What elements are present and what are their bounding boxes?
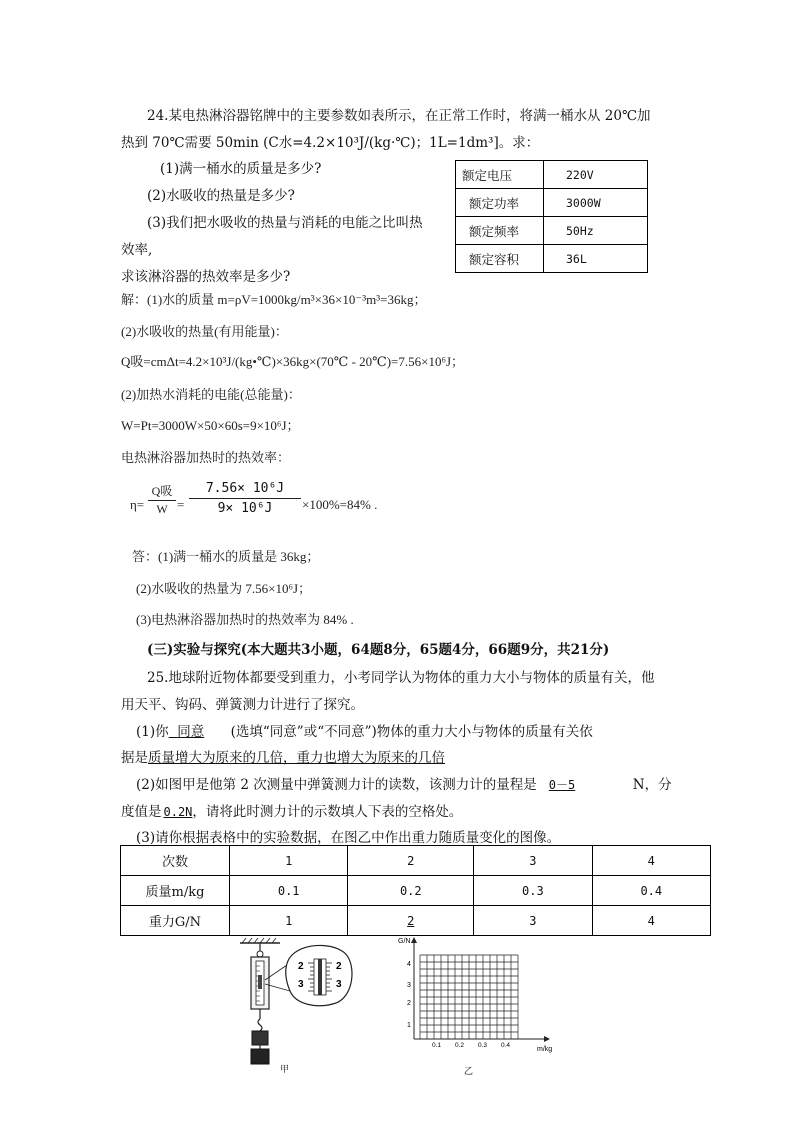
- table-cell: [348, 906, 474, 936]
- q25-part1-answer-text: 同意: [177, 724, 205, 740]
- spec-row: [456, 189, 648, 217]
- spec-value: 3000W: [544, 189, 648, 217]
- x-tick-label: 0.3: [478, 1042, 488, 1049]
- y-tick-label: 1: [407, 1022, 411, 1029]
- solution-line5: W=Pt=3000W×50×60s=9×10⁶J；: [121, 418, 300, 433]
- fraction-2-numerator: 7.56× 10⁶J: [189, 481, 301, 499]
- answer-line2: (2)水吸收的热量为 7.56×10⁶J；: [136, 581, 312, 596]
- spec-value: 220V: [544, 161, 648, 189]
- spec-table: [455, 160, 648, 273]
- table-cell: 3: [474, 846, 592, 876]
- x-tick-label: 0.4: [501, 1042, 511, 1049]
- q25-part1b-prefix: 据是: [121, 750, 148, 766]
- spec-row: [456, 161, 648, 189]
- figure-yi-grid: [392, 935, 562, 1075]
- table-cell: 0.1: [230, 876, 348, 906]
- table-cell: 2: [348, 846, 474, 876]
- figure-jia-caption: 甲: [280, 1065, 290, 1075]
- table-cell: 3: [474, 906, 592, 936]
- equals-sign: =: [177, 497, 185, 512]
- q25-part2-unit: N，分: [632, 777, 672, 793]
- spec-value: 36L: [544, 245, 648, 273]
- table-cell: 4: [592, 846, 710, 876]
- q25-part2-prefix: (2)如图甲是他第 2 次测量中弹簧测力计的读数，该测力计的量程是: [136, 777, 537, 793]
- x-tick-label: 0.1: [432, 1042, 442, 1049]
- spec-value: 50Hz: [544, 217, 648, 245]
- q24-sub3a: (3)我们把水吸收的热量与消耗的电能之比叫热: [147, 215, 423, 231]
- zoom-label: 2: [298, 961, 304, 972]
- zoom-label: 2: [336, 961, 342, 972]
- table-row: [121, 846, 711, 876]
- fraction-1-numerator: Q吸: [148, 482, 176, 501]
- x-tick-label: 0.2: [455, 1042, 465, 1049]
- spec-label: 额定功率: [456, 189, 544, 217]
- spec-label: 额定电压: [456, 161, 544, 189]
- table-cell: 0.4: [592, 876, 710, 906]
- zoom-label: 3: [336, 979, 342, 990]
- q25-part1: [136, 720, 593, 740]
- q25-part2: [136, 773, 672, 793]
- y-tick-label: 3: [407, 982, 411, 989]
- spec-label: 额定容积: [456, 245, 544, 273]
- solution-line2: (2)水吸收的热量(有用能量)：: [121, 324, 288, 339]
- q25-part2b: [121, 800, 462, 820]
- solution-line4: (2)加热水消耗的电能(总能量)：: [121, 387, 301, 402]
- q25-line1: 25.地球附近物体都要受到重力，小考同学认为物体的重力大小与物体的质量有关，他: [147, 670, 655, 686]
- table-cell: 0.3: [474, 876, 592, 906]
- q24-line2: 热到 70℃需要 50min (C水=4.2×10³J/(kg·℃)；1L=1dm³]。求：: [121, 135, 540, 151]
- spec-row: [456, 217, 648, 245]
- q25-part1b: [121, 746, 510, 766]
- solution-line6: 电热淋浴器加热时的热效率：: [121, 450, 291, 465]
- q24-sub3c: 求该淋浴器的热效率是多少?: [121, 269, 291, 285]
- table-cell: 0.2: [348, 876, 474, 906]
- q25-part2b-post: ，请将此时测力计的示数填人下表的空格处。: [192, 804, 463, 820]
- section-heading: (三)实验与探究(本大题共3小题，64题8分，65题4分，66题9分，共21分): [147, 642, 610, 658]
- y-axis-label: G/N: [398, 938, 411, 945]
- eta-symbol: η=: [130, 497, 145, 512]
- q24-sub1: (1)满一桶水的质量是多少?: [160, 161, 322, 177]
- answer-line1: 答：(1)满一桶水的质量是 36kg；: [132, 549, 320, 564]
- data-table: [120, 845, 711, 936]
- q24-sub2: (2)水吸收的热量是多少?: [147, 188, 295, 204]
- table-cell: 1: [230, 906, 348, 936]
- q25-part2b-prefix: 度值是: [121, 804, 162, 820]
- y-tick-label: 2: [407, 1000, 411, 1007]
- q25-part3: (3)请你根据表格中的实验数据，在图乙中作出重力随质量变化的图像。: [136, 830, 561, 846]
- answer-line3: (3)电热淋浴器加热时的热效率为 84% .: [136, 612, 354, 627]
- fraction-1: [148, 482, 176, 517]
- table-header: 质量m/kg: [121, 876, 230, 906]
- x-axis-label: m/kg: [537, 1046, 553, 1053]
- q25-part1-mid: (选填“同意”或“不同意”)物体的重力大小与物体的质量有关依: [230, 724, 593, 740]
- figure-yi-caption: 乙: [464, 1067, 474, 1077]
- solution-line3: Q吸=cmΔt=4.2×10³J/(kg•℃)×36kg×(70℃ - 20℃)=7.56×10⁶J；: [121, 354, 465, 369]
- zoom-label: 3: [298, 979, 304, 990]
- table-cell: 1: [230, 846, 348, 876]
- table-header: 次数: [121, 846, 230, 876]
- table-row: [121, 876, 711, 906]
- q25-part1-answer: [169, 720, 231, 740]
- q24-line1: 24.某电热淋浴器铭牌中的主要参数如表所示，在正常工作时，将满一桶水从 20℃加: [147, 108, 651, 124]
- q25-part2b-answer: 0.2N: [163, 805, 193, 819]
- figure-jia-spring-scale: [236, 935, 356, 1075]
- spec-row: [456, 245, 648, 273]
- answer-blank: 2: [407, 913, 415, 928]
- table-header: 重力G/N: [121, 906, 230, 936]
- fraction-2-denominator: 9× 10⁶J: [217, 501, 273, 516]
- q25-part1b-answer: 质量增大为原来的几倍，重力也增大为原来的几倍: [148, 750, 445, 766]
- table-row: [121, 906, 711, 936]
- q25-line2: 用天平、钩码、弹簧测力计进行了探究。: [121, 697, 364, 713]
- fraction-1-denominator: W: [156, 502, 168, 516]
- q25-part1-prefix: (1)你: [136, 724, 169, 740]
- solution-line1: 解：(1)水的质量 m=ρV=1000kg/m³×36×10⁻³m³=36kg；: [121, 292, 427, 307]
- q24-sub3b: 效率,: [121, 242, 153, 258]
- spec-label: 额定频率: [456, 217, 544, 245]
- fraction-2: [189, 481, 301, 516]
- table-cell: 4: [592, 906, 710, 936]
- q25-part2-answer: 0－5: [548, 778, 576, 792]
- y-tick-label: 4: [407, 961, 411, 968]
- eta-tail: ×100%=84% .: [302, 497, 378, 512]
